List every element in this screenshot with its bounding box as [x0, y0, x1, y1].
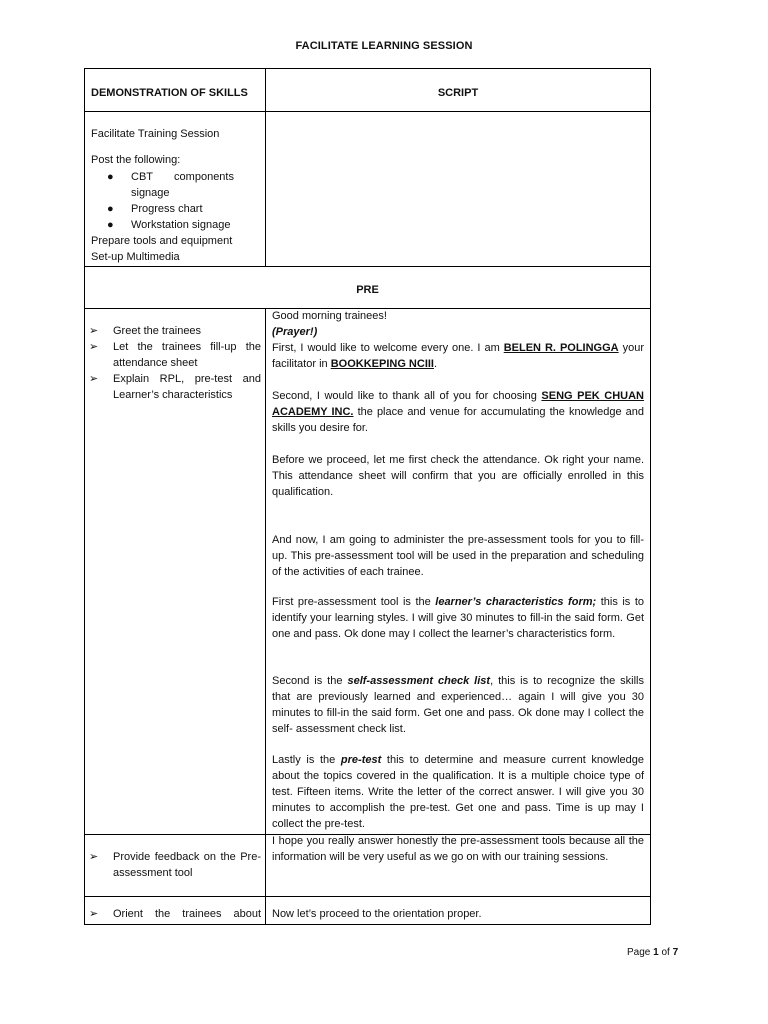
document-title: FACILITATE LEARNING SESSION — [295, 40, 473, 52]
preparation-cell-left — [85, 112, 266, 266]
bullet-icon: ● — [107, 203, 114, 215]
setup-multimedia-line: Set-up Multimedia — [91, 251, 180, 263]
script-paragraph-orientation: Now let’s proceed to the orientation proper. — [272, 908, 482, 920]
prepare-tools-line: Prepare tools and equipment — [91, 235, 233, 247]
table-header-row — [85, 69, 650, 112]
list-item: ● Workstation signage — [107, 219, 231, 231]
arrow-bullet-icon: ➢ — [89, 325, 99, 337]
list-item: ● Progress chart — [107, 203, 203, 215]
list-item: ➢ Provide feedback on the Pre-assessment tool — [89, 851, 261, 879]
list-item: ● CBT components signage — [107, 171, 234, 199]
greeting-cell-right — [266, 309, 650, 834]
post-following-label: Post the following: — [91, 154, 181, 166]
arrow-bullet-icon: ➢ — [89, 851, 99, 863]
list-item: ➢ Greet the trainees — [89, 325, 202, 337]
feedback-cell-right — [266, 835, 650, 896]
header-cell-left — [85, 69, 266, 111]
greeting-row — [85, 309, 650, 835]
script-paragraph-pre-test: Lastly is the pre-test this to determine and measure current knowledge about the topics covered in the qualification. It is a multiple choice type of test. Fifteen items. Write the letter of the correct answer. I will give you 30 minutes to accomplish the pre-test. Get one and pass. Time is up may I collect the pre-test. — [272, 754, 644, 830]
orientation-row — [85, 897, 650, 925]
arrow-bullet-icon: ➢ — [89, 373, 99, 385]
demonstration-of-skills-header: DEMONSTRATION OF SKILLS — [91, 87, 248, 99]
script-paragraph-learner-form: First pre-assessment tool is the learner’s characteristics form; this is to identify your learning styles. I will give 30 minutes to fill-in the said form. Get one and pass. Ok done may I collect the learner’s characteristics form. — [272, 596, 645, 640]
facilitation-table — [84, 68, 651, 925]
script-paragraph-feedback: I hope you really answer honestly the pre-assessment tools because all the information will be very useful as we go on with our training sessions. — [272, 835, 644, 863]
bullet-icon: ● — [107, 171, 114, 183]
preparation-cell-right — [266, 112, 650, 266]
orientation-cell-right — [266, 897, 650, 925]
facilitate-training-session: Facilitate Training Session — [91, 128, 220, 140]
script-paragraph-thanks: Second, I would like to thank all of you for choosing SENG PEK CHUAN ACADEMY INC. the place and venue for accumulating the knowledge and skills you desire for. — [272, 390, 645, 434]
section-pre-label: PRE — [356, 284, 379, 296]
script-paragraph-pre-assessment: And now, I am going to administer the pre-assessment tools for you to fill-up. This pre-assessment tool will be used in the preparation and scheduling of the activities of each trainee. — [272, 534, 644, 578]
greeting-cell-left — [85, 309, 266, 834]
script-header: SCRIPT — [437, 87, 479, 99]
preparation-row — [85, 112, 650, 267]
feedback-cell-left — [85, 835, 266, 896]
feedback-row — [85, 835, 650, 897]
script-paragraph-self-assessment: Second is the self-assessment check list, this is to recognize the skills that are previously learned and experienced… again I will give you 30 minutes to fill-in the said form. Get one and pass. Ok done may I collect the self- assessment check list. — [272, 675, 644, 735]
course-name: BOOKKEPING NCIII — [330, 358, 434, 370]
arrow-bullet-icon: ➢ — [89, 908, 99, 920]
list-item: ➢ Let the trainees fill-up the attendance sheet — [89, 341, 261, 369]
list-item: ➢ Orient the trainees about — [89, 908, 261, 920]
orientation-cell-left — [85, 897, 266, 925]
header-cell-right — [266, 69, 650, 111]
facilitator-name: BELEN R. POLINGGA — [503, 342, 619, 354]
list-item: ➢ Explain RPL, pre-test and Learner’s characteristics — [89, 373, 261, 401]
script-paragraph-attendance: Before we proceed, let me first check the attendance. Ok right your name. This attendance sheet will confirm that you are officially enrolled in this qualification. — [272, 454, 644, 498]
arrow-bullet-icon: ➢ — [89, 341, 99, 353]
page-number: Page 1 of 7 — [627, 947, 679, 958]
academy-name: SENG PEK CHUAN ACADEMY INC. — [272, 390, 645, 418]
bullet-icon: ● — [107, 219, 114, 231]
section-pre-row — [85, 267, 650, 309]
script-paragraph-greeting: Good morning trainees! (Prayer!) First, I would like to welcome every one. I am BELEN R. POLINGGA your facilitator in BOOKKEPING NCIII. — [272, 310, 644, 370]
